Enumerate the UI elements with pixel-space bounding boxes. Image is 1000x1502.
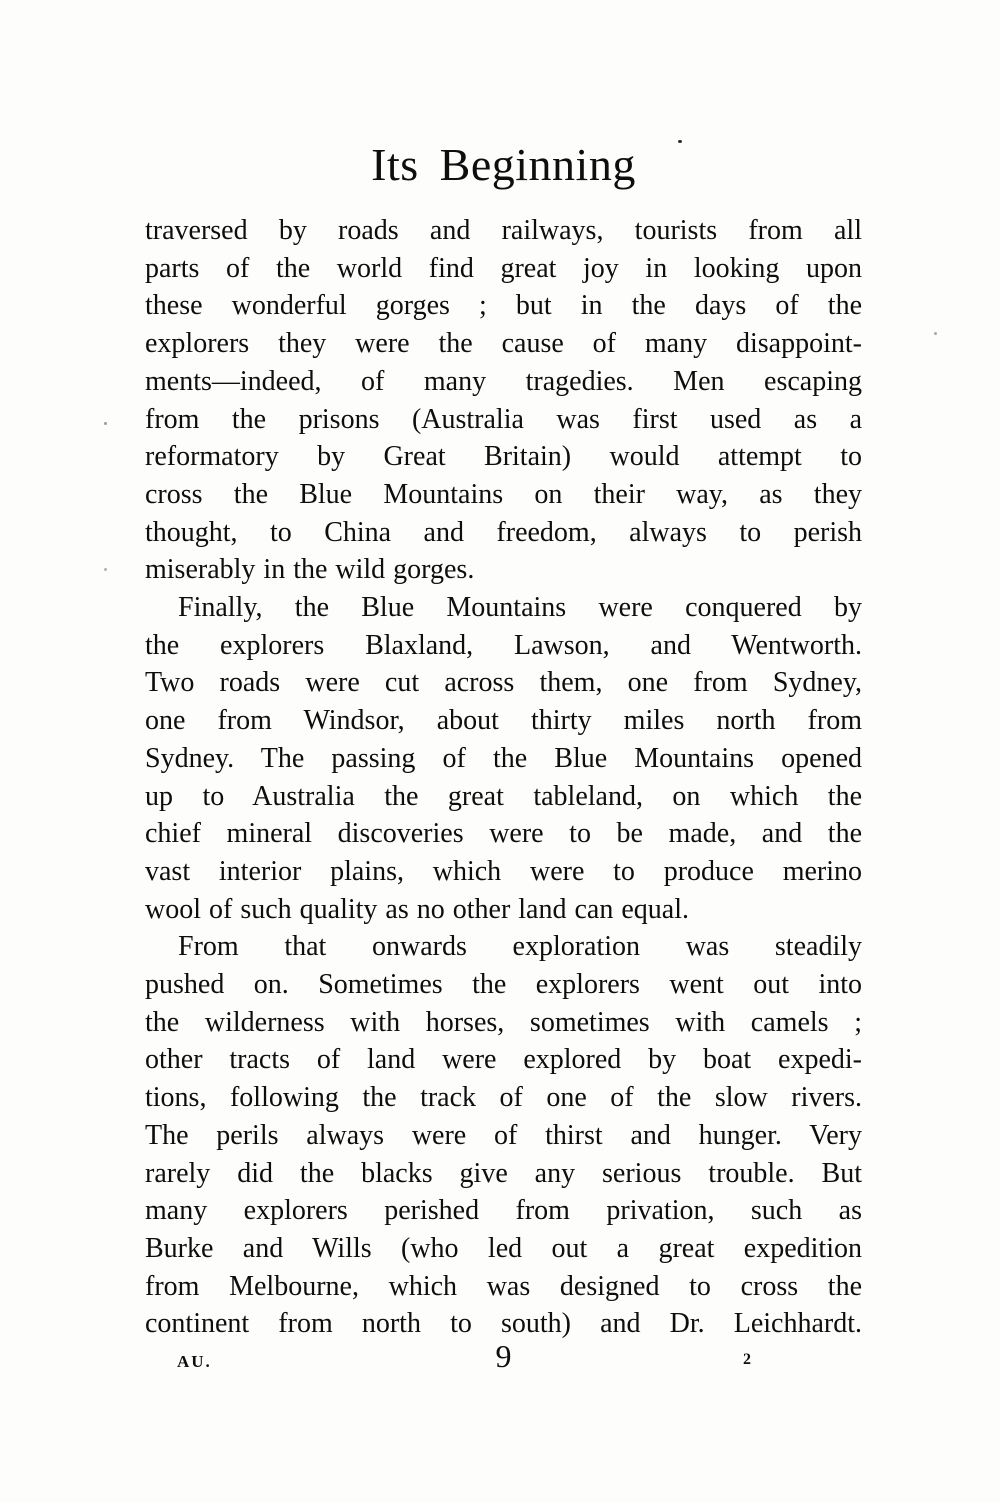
scan-speck [104,568,107,571]
text-line: from the prisons (Australia was first used as a [145,403,862,435]
body-text [145,212,862,1343]
text-line: parts of the world find great joy in looking upon [145,252,862,284]
printer-signature-left: AU. [177,1352,212,1371]
printer-signature-right: 2 [743,1351,751,1368]
text-line: from Melbourne, which was designed to cross the [145,1270,862,1302]
text-line: ments—indeed, of many tragedies. Men escaping [145,365,862,397]
text-line: one from Windsor, about thirty miles north from [145,705,862,737]
paragraph-1 [145,212,862,589]
text-line: Burke and Wills (who led out a great expedition [145,1232,862,1264]
text-line: Sydney. The passing of the Blue Mountains opened [145,742,862,774]
text-line: Finally, the Blue Mountains were conquered by [178,592,862,624]
page-footer [145,1338,862,1388]
text-line: Two roads were cut across them, one from Sydney, [145,667,862,699]
text-line: chief mineral discoveries were to be made, and the [145,818,862,850]
text-line: other tracts of land were explored by boat expedi- [145,1044,862,1076]
text-line: rarely did the blacks give any serious trouble. But [145,1157,862,1189]
text-line: cross the Blue Mountains on their way, as they [145,478,862,510]
text-line: up to Australia the great tableland, on which the [145,780,862,812]
paragraph-2 [145,589,862,928]
text-line: miserably in the wild gorges. [145,554,475,586]
text-line: reformatory by Great Britain) would attempt to [145,441,862,473]
scan-speck [104,422,107,425]
text-line: many explorers perished from privation, such as [145,1195,862,1227]
page-number: 9 [495,1338,512,1374]
text-line: From that onwards exploration was steadily [178,931,862,963]
text-line: The perils always were of thirst and hunger. Very [145,1119,862,1151]
text-line: thought, to China and freedom, always to perish [145,516,862,548]
text-line: continent from north to south) and Dr. Leichhardt. [145,1308,862,1340]
text-line: explorers they were the cause of many disappoint- [145,328,862,360]
paragraph-3 [145,928,862,1343]
text-line: wool of such quality as no other land can equal. [145,893,689,925]
text-line: vast interior plains, which were to produce merino [145,855,862,887]
text-line: pushed on. Sometimes the explorers went out into [145,969,862,1001]
scan-speck [934,332,937,335]
text-line: tions, following the track of one of the slow rivers. [145,1082,862,1114]
text-line: these wonderful gorges ; but in the days of the [145,290,862,322]
text-line: the wilderness with horses, sometimes with camels ; [145,1006,862,1038]
text-line: the explorers Blaxland, Lawson, and Wentworth. [145,629,862,661]
page-title: Its Beginning [371,139,636,190]
text-line: traversed by roads and railways, tourists from all [145,215,862,246]
